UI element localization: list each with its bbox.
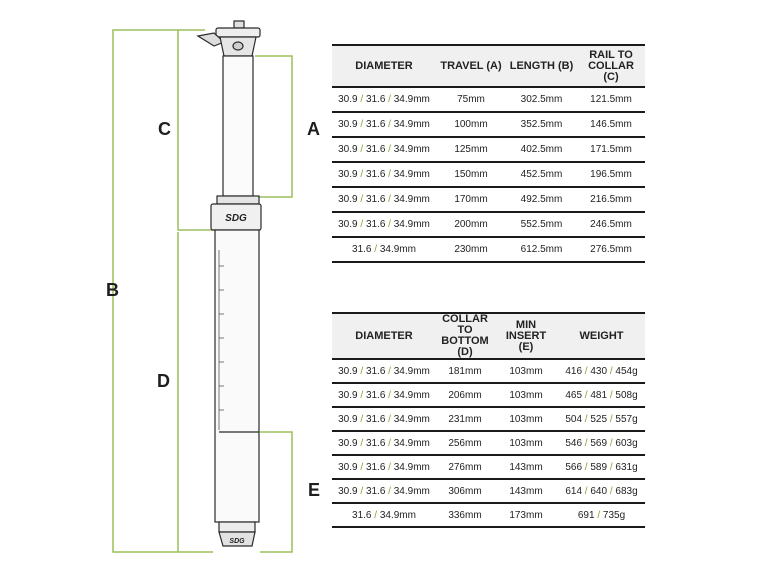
value-separator: / [385,485,394,497]
value-separator: / [357,437,366,449]
cell-value: 31.6 [365,144,386,155]
length-cell: 452.5mm [506,162,577,187]
travel-cell: 200mm [436,212,506,237]
length-cell: 302.5mm [506,87,577,112]
cell-value: 465 [565,389,583,401]
cell-value: 31.6 [365,365,386,377]
insert-weight-table [332,312,645,528]
value-separator: / [385,461,394,473]
value-separator: / [385,437,394,449]
value-separator: / [607,485,616,497]
value-separator: / [357,219,366,230]
column-header-diameter: DIAMETER [332,313,436,359]
length-cell: 492.5mm [506,187,577,212]
cell-value: 683g [615,485,638,497]
table-header-row [332,313,645,359]
travel-cell: 75mm [436,87,506,112]
length-cell: 612.5mm [506,237,577,262]
cell-value: 30.9 [338,413,358,425]
table-row [332,162,645,187]
dimension-e-bracket [260,432,292,552]
rail-to-collar-cell: 146.5mm [577,112,645,137]
min-insert-cell: 173mm [494,503,558,527]
rail-to-collar-cell: 171.5mm [577,137,645,162]
cell-value: 34.9mm [393,219,430,230]
table-header-row [332,45,645,87]
value-separator: / [357,485,366,497]
diameter-cell [332,112,436,137]
cell-value: 30.9 [338,437,358,449]
cell-value: 34.9mm [379,509,416,521]
cell-value: 30.9 [338,194,358,205]
table-row [332,212,645,237]
collar-to-bottom-cell: 206mm [436,383,494,407]
table-row [332,383,645,407]
diameter-cell [332,187,436,212]
cell-value: 454g [615,365,638,377]
diameter-cell [332,237,436,262]
cell-value: 481 [590,389,608,401]
value-separator: / [582,413,591,425]
cell-value: 30.9 [338,485,358,497]
table-row [332,455,645,479]
value-separator: / [582,437,591,449]
lower-tube [215,230,259,522]
cell-value: 30.9 [338,365,358,377]
cell-value: 34.9mm [393,119,430,130]
diameter-cell [332,137,436,162]
column-header-length: LENGTH (B) [506,45,577,87]
value-separator: / [582,485,591,497]
cell-value: 614 [565,485,583,497]
collar-to-bottom-cell: 336mm [436,503,494,527]
cell-value: 589 [590,461,608,473]
cell-value: 31.6 [365,169,386,180]
value-separator: / [385,365,394,377]
cell-value: 525 [590,413,608,425]
value-separator: / [582,461,591,473]
length-cell: 552.5mm [506,212,577,237]
value-separator: / [357,389,366,401]
min-insert-cell: 103mm [494,383,558,407]
travel-cell: 170mm [436,187,506,212]
table-row [332,431,645,455]
dimension-label-c: C [158,119,171,139]
value-separator: / [357,194,366,205]
value-separator: / [371,244,380,255]
rail-to-collar-cell: 121.5mm [577,87,645,112]
cell-value: 691 [577,509,595,521]
collar-logo: SDG [225,213,247,224]
column-header-weight: WEIGHT [558,313,645,359]
cell-value: 30.9 [338,119,358,130]
cell-value: 34.9mm [393,194,430,205]
cell-value: 31.6 [365,119,386,130]
rail-to-collar-cell: 196.5mm [577,162,645,187]
diameter-cell [332,407,436,431]
table-row [332,112,645,137]
dimension-c-bracket [178,30,213,230]
collar-to-bottom-cell: 276mm [436,455,494,479]
clamp-bolt-hole [233,42,243,50]
dimension-lines [113,30,292,552]
weight-cell [558,479,645,503]
cell-value: 508g [615,389,638,401]
weight-cell [558,431,645,455]
table-row [332,187,645,212]
cell-value: 30.9 [338,389,358,401]
value-separator: / [385,194,394,205]
cell-value: 30.9 [338,144,358,155]
weight-cell [558,407,645,431]
cell-value: 31.6 [352,509,372,521]
cell-value: 34.9mm [393,437,430,449]
cell-value: 30.9 [338,94,358,105]
cell-value: 557g [615,413,638,425]
rail-to-collar-cell: 216.5mm [577,187,645,212]
diameter-cell [332,503,436,527]
clamp-bolt [234,21,244,28]
value-separator: / [594,509,603,521]
value-separator: / [357,94,366,105]
weight-cell [558,455,645,479]
value-separator: / [607,413,616,425]
value-separator: / [385,144,394,155]
rail-to-collar-cell: 276.5mm [577,237,645,262]
travel-cell: 125mm [436,137,506,162]
cell-value: 34.9mm [393,144,430,155]
value-separator: / [582,389,591,401]
cell-value: 31.6 [365,389,386,401]
table-row [332,137,645,162]
diameter-cell [332,87,436,112]
rail-to-collar-cell: 246.5mm [577,212,645,237]
diameter-cell [332,359,436,383]
cell-value: 31.6 [365,461,386,473]
seatpost-drawing [198,21,261,546]
bottom-cap [219,522,255,532]
value-separator: / [607,389,616,401]
column-header-diameter: DIAMETER [332,45,436,87]
weight-cell [558,503,645,527]
value-separator: / [607,461,616,473]
cell-value: 31.6 [365,413,386,425]
weight-cell [558,359,645,383]
diameter-cell [332,455,436,479]
cell-value: 34.9mm [393,169,430,180]
cell-value: 735g [602,509,626,521]
cell-value: 34.9mm [393,413,430,425]
diameter-cell [332,431,436,455]
cell-value: 31.6 [365,437,386,449]
column-header-collar-to-bottom: COLLAR TO BOTTOM (D) [436,313,494,359]
column-header-min-insert: MIN INSERT (E) [494,313,558,359]
length-cell: 352.5mm [506,112,577,137]
table-row [332,359,645,383]
dimension-a-bracket [255,56,292,197]
column-header-rail-to-collar: RAIL TO COLLAR (C) [577,45,645,87]
cell-value: 569 [590,437,608,449]
value-separator: / [385,94,394,105]
table-row [332,87,645,112]
value-separator: / [607,365,616,377]
cell-value: 31.6 [365,194,386,205]
collar-to-bottom-cell: 306mm [436,479,494,503]
diameter-cell [332,212,436,237]
table-row [332,503,645,527]
cell-value: 34.9mm [393,461,430,473]
value-separator: / [385,219,394,230]
travel-cell: 150mm [436,162,506,187]
min-insert-cell: 143mm [494,479,558,503]
travel-cell: 230mm [436,237,506,262]
collar-ring [217,196,259,204]
diameter-cell [332,383,436,407]
column-header-travel: TRAVEL (A) [436,45,506,87]
value-separator: / [607,437,616,449]
collar-to-bottom-cell: 256mm [436,431,494,455]
clamp-top [216,28,260,37]
cell-value: 31.6 [365,219,386,230]
cell-value: 34.9mm [393,485,430,497]
travel-length-table [332,44,645,263]
cell-value: 34.9mm [393,389,430,401]
weight-cell [558,383,645,407]
cell-value: 34.9mm [393,94,430,105]
diameter-cell [332,479,436,503]
value-separator: / [357,413,366,425]
cell-value: 631g [615,461,638,473]
value-separator: / [371,509,380,521]
cell-value: 30.9 [338,219,358,230]
cell-value: 546 [565,437,583,449]
table-row [332,237,645,262]
travel-cell: 100mm [436,112,506,137]
min-insert-cell: 143mm [494,455,558,479]
bottom-logo: SDG [229,538,245,545]
value-separator: / [357,461,366,473]
cell-value: 31.6 [365,94,386,105]
seatpost-diagram [0,0,330,570]
value-separator: / [357,365,366,377]
dimension-label-a: A [307,119,320,139]
upper-tube [223,56,253,196]
cell-value: 504 [565,413,583,425]
cell-value: 566 [565,461,583,473]
value-separator: / [357,119,366,130]
length-cell: 402.5mm [506,137,577,162]
collar-to-bottom-cell: 181mm [436,359,494,383]
cell-value: 30.9 [338,461,358,473]
value-separator: / [385,413,394,425]
dimension-label-b: B [106,280,119,300]
cell-value: 416 [565,365,583,377]
value-separator: / [357,144,366,155]
value-separator: / [582,365,591,377]
dimension-b-bracket [113,30,213,552]
cell-value: 34.9mm [379,244,416,255]
min-insert-cell: 103mm [494,431,558,455]
cell-value: 640 [590,485,608,497]
dimension-label-d: D [157,371,170,391]
dimension-label-e: E [308,480,321,500]
cell-value: 31.6 [352,244,372,255]
cell-value: 603g [615,437,638,449]
value-separator: / [385,169,394,180]
value-separator: / [357,169,366,180]
cell-value: 30.9 [338,169,358,180]
table-row [332,407,645,431]
table-row [332,479,645,503]
min-insert-cell: 103mm [494,407,558,431]
cell-value: 34.9mm [393,365,430,377]
value-separator: / [385,119,394,130]
min-insert-cell: 103mm [494,359,558,383]
value-separator: / [385,389,394,401]
diameter-cell [332,162,436,187]
collar-to-bottom-cell: 231mm [436,407,494,431]
cell-value: 31.6 [365,485,386,497]
cell-value: 430 [590,365,608,377]
